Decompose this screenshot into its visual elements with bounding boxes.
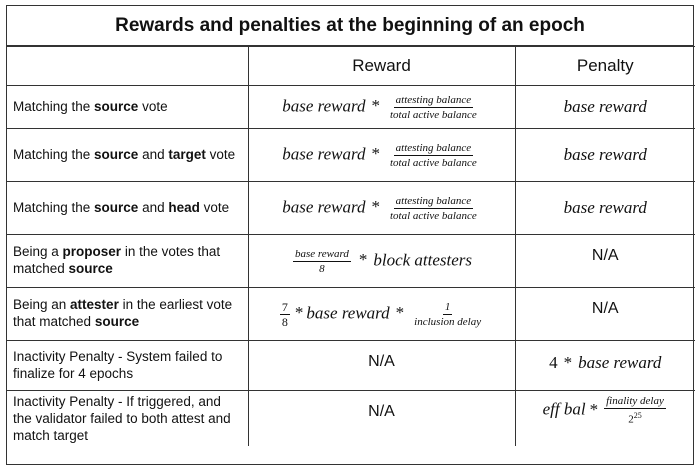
- penalty-formula: base reward: [515, 86, 695, 129]
- reward-formula: base reward * $\frac{\text{attesting balance}}{\text{total active balance}}$: [248, 182, 515, 235]
- penalty-formula: eff bal * $\frac{\text{finality delay}}{2^{25}}$: [515, 391, 695, 447]
- reward-formula: $\frac{7}{8}$ * base reward * $\frac{1}{\text{inclusion delay}}$: [248, 288, 515, 341]
- fraction: $\frac{\text{attesting balance}}{\text{total active balance}}$: [390, 141, 477, 169]
- fraction: $\frac{7}{8}$: [281, 299, 288, 329]
- fraction: $\frac{\text{attesting balance}}{\text{total active balance}}$: [390, 194, 477, 222]
- keyword: attester: [70, 297, 119, 312]
- table-row: [7, 235, 695, 288]
- fraction: $\frac{1}{\text{inclusion delay}}$: [414, 300, 482, 328]
- rewards-penalties-table: [7, 46, 695, 446]
- table-title: Rewards and penalties at the beginning of an epoch: [7, 6, 693, 46]
- keyword: source: [94, 146, 139, 162]
- fraction: $\frac{\text{attesting balance}}{\text{total active balance}}$: [390, 93, 477, 121]
- row-condition: Inactivity Penalty - System failed to finalize for 4 epochs: [7, 341, 248, 391]
- penalty-formula: base reward: [515, 182, 695, 235]
- fraction: $\frac{\text{finality delay}}{2^{25}}$: [606, 395, 664, 426]
- header-reward: Reward: [248, 47, 515, 86]
- reward-formula: N/A: [248, 341, 515, 391]
- penalty-formula: base reward: [515, 129, 695, 182]
- keyword: target: [168, 146, 206, 162]
- table-row: [7, 341, 695, 391]
- keyword: source: [94, 314, 140, 329]
- penalty-formula: 4 * base reward: [515, 341, 695, 391]
- row-condition: Matching the source vote: [7, 86, 248, 129]
- penalty-formula: N/A: [515, 235, 695, 288]
- keyword: head: [168, 199, 200, 215]
- penalty-formula: N/A: [515, 288, 695, 341]
- row-condition: Being an attester in the earliest vote that matched source: [7, 288, 248, 341]
- keyword: source: [94, 199, 139, 215]
- reward-formula: N/A: [248, 391, 515, 447]
- reward-formula: base reward * $\frac{\text{attesting balance}}{\text{total active balance}}$: [248, 129, 515, 182]
- keyword: source: [94, 98, 139, 114]
- header-condition: [7, 47, 248, 86]
- rewards-penalties-table-container: [6, 5, 694, 465]
- table-row: [7, 129, 695, 182]
- header-row: [7, 47, 695, 86]
- row-condition: Being a proposer in the votes that matched source: [7, 235, 248, 288]
- reward-formula: $\frac{\text{base reward}}{8}$ * block attesters: [248, 235, 515, 288]
- table-row: [7, 288, 695, 341]
- fraction: $\frac{\text{base reward}}{8}$: [294, 247, 349, 275]
- table-row: [7, 86, 695, 129]
- reward-formula: base reward * $\frac{\text{attesting balance}}{\text{total active balance}}$: [248, 86, 515, 129]
- table-row: [7, 391, 695, 447]
- table-row: [7, 182, 695, 235]
- row-condition: Matching the source and head vote: [7, 182, 248, 235]
- row-condition: Matching the source and target vote: [7, 129, 248, 182]
- keyword: proposer: [62, 244, 122, 259]
- row-condition: Inactivity Penalty - If triggered, and the validator failed to both attest and match target: [7, 391, 248, 447]
- header-penalty: Penalty: [515, 47, 695, 86]
- keyword: source: [68, 261, 113, 276]
